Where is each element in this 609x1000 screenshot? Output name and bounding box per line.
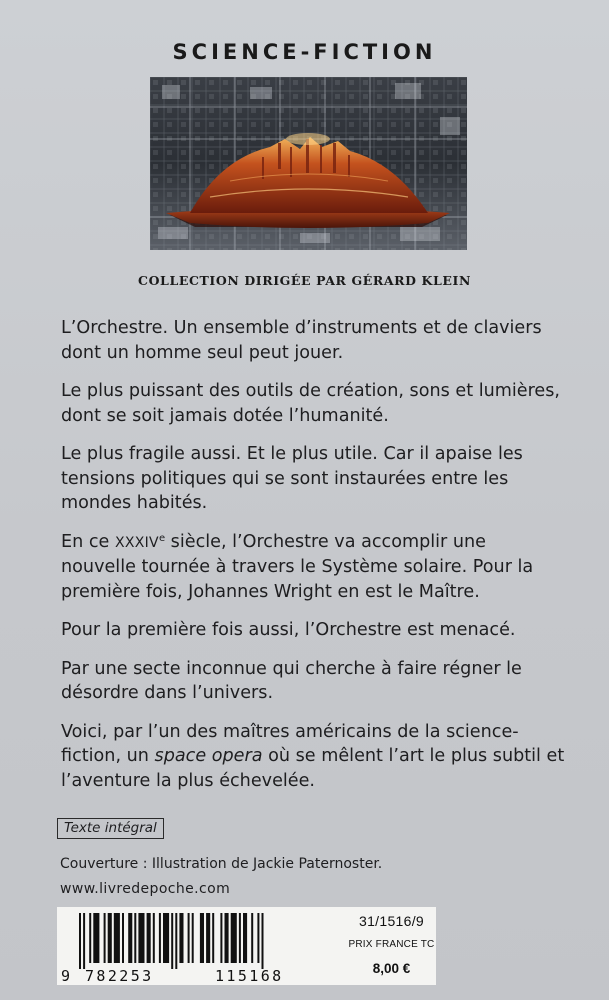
barcode-bar <box>79 913 81 969</box>
collection-director: COLLECTION DIRIGÉE PAR GÉRARD KLEIN <box>138 273 471 288</box>
barcode-bar <box>153 913 155 963</box>
barcode-bar <box>108 913 112 963</box>
barcode-bars <box>75 913 331 969</box>
unabridged-badge: Texte intégral <box>57 818 164 839</box>
barcode-bar <box>83 913 85 969</box>
barcode-bar <box>262 913 264 969</box>
barcode-bar <box>251 913 253 963</box>
barcode-bar <box>175 913 177 969</box>
century-numeral: XXXIV <box>114 534 159 551</box>
blurb-paragraph: Le plus puissant des outils de création, sons et lumières, dont se soit jamais dotée l’humanité. <box>61 381 561 426</box>
orchestra-spaceship-illustration <box>150 77 467 250</box>
blurb-paragraph: L’Orchestre. Un ensemble d’instruments et de claviers dont un homme seul peut jouer. <box>61 318 542 363</box>
barcode-bar <box>93 913 99 963</box>
barcode-bar <box>192 913 194 963</box>
price-label: PRIX FRANCE TC <box>348 939 435 950</box>
barcode-bar <box>231 913 237 963</box>
barcode-bar <box>122 913 124 963</box>
barcode-bar <box>147 913 151 963</box>
ean-group-left: 782253 <box>85 967 154 985</box>
product-code: 31/1516/9 <box>359 913 424 929</box>
blurb-text: Voici, par l’un des maîtres américains de la science-fiction, un <box>61 721 519 766</box>
blurb-paragraph: Le plus fragile aussi. Et le plus utile. Car il apaise les tensions politiques qui se sont instaurées entre les mondes habités. <box>61 444 523 513</box>
barcode-bar <box>134 913 136 963</box>
barcode-bar <box>138 913 144 963</box>
barcode-bar <box>171 913 173 969</box>
price-amount: 8,00 € <box>372 961 411 976</box>
barcode-bar <box>225 913 229 963</box>
illustration-art <box>150 77 467 250</box>
century-suffix: e <box>158 532 166 544</box>
barcode-bar <box>220 913 222 963</box>
blurb-paragraph <box>61 720 566 794</box>
barcode-bar <box>188 913 190 963</box>
barcode-bar <box>206 913 210 963</box>
barcode-bar <box>163 913 169 963</box>
barcode-bar <box>114 913 120 963</box>
ean-first-digit: 9 <box>61 967 73 985</box>
barcode-bar <box>104 913 106 963</box>
blurb-paragraph <box>61 530 566 605</box>
blurb-paragraph: Pour la première fois aussi, l’Orchestre est menacé. <box>61 620 516 640</box>
publisher-website[interactable]: www.livredepoche.com <box>60 881 231 897</box>
barcode-bar <box>212 913 214 963</box>
barcode-bar <box>159 913 161 963</box>
barcode-bar <box>200 913 204 963</box>
barcode-bar <box>179 913 183 963</box>
blurb-paragraph: Par une secte inconnue qui cherche à faire régner le désordre dans l’univers. <box>61 658 522 703</box>
ean-group-right: 115168 <box>215 967 284 985</box>
back-cover-blurb <box>61 316 566 807</box>
isbn-barcode <box>57 907 347 985</box>
barcode-bar <box>128 913 132 963</box>
barcode-bar <box>239 913 241 963</box>
cover-credit: Couverture : Illustration de Jackie Paternoster. <box>60 856 383 872</box>
series-title: SCIENCE-FICTION <box>172 40 437 64</box>
price-box <box>347 907 436 985</box>
barcode-bar <box>257 913 259 963</box>
blurb-italic: space opera <box>154 746 263 766</box>
barcode-bar <box>89 913 91 963</box>
blurb-text: siècle, l’Orchestre va accomplir une nouvelle tournée à travers le Système solaire. Pour la première fois, Johannes Wright en est le Maître. <box>61 531 534 602</box>
blurb-text: où se mêlent l’art le plus subtil et l’aventure la plus échevelée. <box>61 746 565 791</box>
blurb-text: En ce <box>61 531 115 552</box>
barcode-bar <box>243 913 247 963</box>
